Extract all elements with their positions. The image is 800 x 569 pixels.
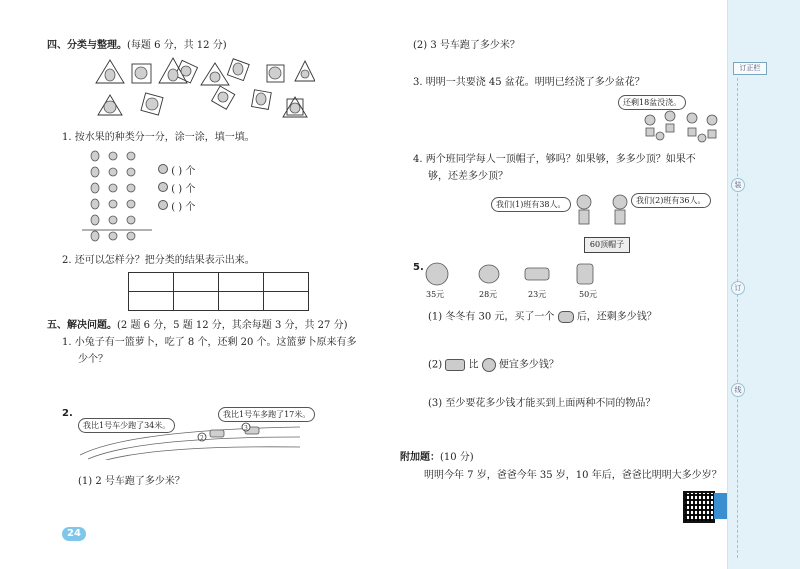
- fruit-shapes-illustration: [95, 55, 315, 130]
- section5-note: (2 题 6 分，5 题 12 分，其余每题 3 分，共 27 分): [117, 320, 348, 331]
- qr-code[interactable]: [683, 491, 715, 523]
- problem-5-sub2-part-c: 便宜多少钱？: [498, 359, 559, 371]
- legend-count-1: ( ) 个: [171, 166, 196, 177]
- question-4-2: 2. 还可以怎样分？把分类的结果表示出来。: [62, 255, 255, 266]
- qr-label-tag: [714, 493, 727, 519]
- products-illustration: [425, 260, 605, 288]
- class2-speech-bubble: 我们(2)班有36人。: [631, 193, 711, 208]
- svg-text:2: 2: [200, 435, 204, 442]
- svg-text:3: 3: [244, 425, 248, 432]
- bonus-heading: [400, 452, 474, 464]
- problem-5-sub1-part-b: 后，还剩多少钱？: [576, 311, 657, 323]
- problem-5-sub2: [428, 358, 559, 372]
- problem-5-sub3: (3) 至少要花多少钱才能买到上面两种不同的物品？: [428, 398, 656, 409]
- problem-2-sub1: (1) 2 号车跑了多少米？: [78, 476, 185, 487]
- problem-5-number: 5.: [413, 262, 424, 273]
- children-illustration: [570, 192, 635, 237]
- dog-icon: [558, 311, 574, 323]
- problem-4-line1: 4. 两个班同学每人一顶帽子，够吗？如果够，多多少顶？如果不: [413, 154, 696, 165]
- problem-5-sub1: [428, 311, 657, 324]
- page-number: 24: [62, 527, 86, 541]
- problem-2-number: 2.: [62, 408, 73, 419]
- section5-heading: [47, 320, 348, 332]
- pictograph-chart: [80, 148, 155, 248]
- hats-box: 60顶帽子: [584, 237, 630, 253]
- legend-row-2: [158, 182, 195, 196]
- binding-mark-3: 线: [731, 383, 745, 397]
- question-4-1: 1. 按水果的种类分一分，涂一涂，填一填。: [62, 132, 255, 143]
- legend-row-1: [158, 164, 195, 178]
- correction-tag: 订正栏: [733, 62, 767, 75]
- problem-2-sub2: (2) 3 号车跑了多少米？: [413, 40, 520, 51]
- price-car: 23元: [528, 290, 547, 299]
- price-ball: 35元: [426, 290, 445, 299]
- bonus-question: 明明今年 7 岁，爸爸今年 35 岁，10 年后，爸爸比明明大多少岁？: [424, 470, 722, 481]
- class1-speech-bubble: 我们(1)班有38人。: [491, 197, 571, 212]
- binding-line: [737, 78, 738, 558]
- problem-1-line2: 少个？: [78, 354, 108, 365]
- classification-table[interactable]: [128, 272, 309, 311]
- price-dog: 28元: [479, 290, 498, 299]
- fruit-icon: [158, 182, 168, 192]
- bonus-title: 附加题：: [400, 452, 440, 463]
- legend-row-3: [158, 200, 195, 214]
- legend-count-2: ( ) 个: [171, 184, 196, 195]
- fruit-icon: [158, 164, 168, 174]
- problem-5-sub2-part-a: (2): [428, 359, 443, 371]
- problem-5-sub1-part-a: (1) 冬冬有 30 元，买了一个: [428, 311, 555, 323]
- car3-speech-bubble: 我比1号车多跑了17米。: [218, 407, 315, 422]
- section4-heading: [47, 40, 227, 52]
- legend-count-3: ( ) 个: [171, 202, 196, 213]
- flowers-speech-bubble: 还剩18盆没浇。: [618, 95, 686, 110]
- flower-pots-illustration: [640, 108, 722, 146]
- car2-speech-bubble: 我比1号车少跑了34米。: [78, 418, 175, 433]
- bonus-note: (10 分): [440, 452, 474, 463]
- car-icon: [445, 359, 465, 371]
- price-backpack: 50元: [579, 290, 598, 299]
- binding-mark-1: 装: [731, 178, 745, 192]
- binding-mark-2: 订: [731, 281, 745, 295]
- problem-1-line1: 1. 小兔子有一篮萝卜，吃了 8 个，还剩 20 个。这篮萝卜原来有多: [62, 337, 357, 348]
- section4-note: (每题 6 分，共 12 分): [127, 40, 227, 51]
- ball-icon: [482, 358, 496, 372]
- problem-3: 3. 明明一共要浇 45 盆花。明明已经浇了多少盆花？: [413, 77, 645, 88]
- problem-5-sub2-part-b: 比: [468, 359, 479, 371]
- pictograph-legend: [158, 164, 195, 214]
- fruit-icon: [158, 200, 168, 210]
- problem-4-line2: 够，还差多少顶？: [428, 171, 508, 182]
- section5-title: 五、解决问题。: [47, 320, 117, 331]
- section4-title: 四、分类与整理。: [47, 40, 127, 51]
